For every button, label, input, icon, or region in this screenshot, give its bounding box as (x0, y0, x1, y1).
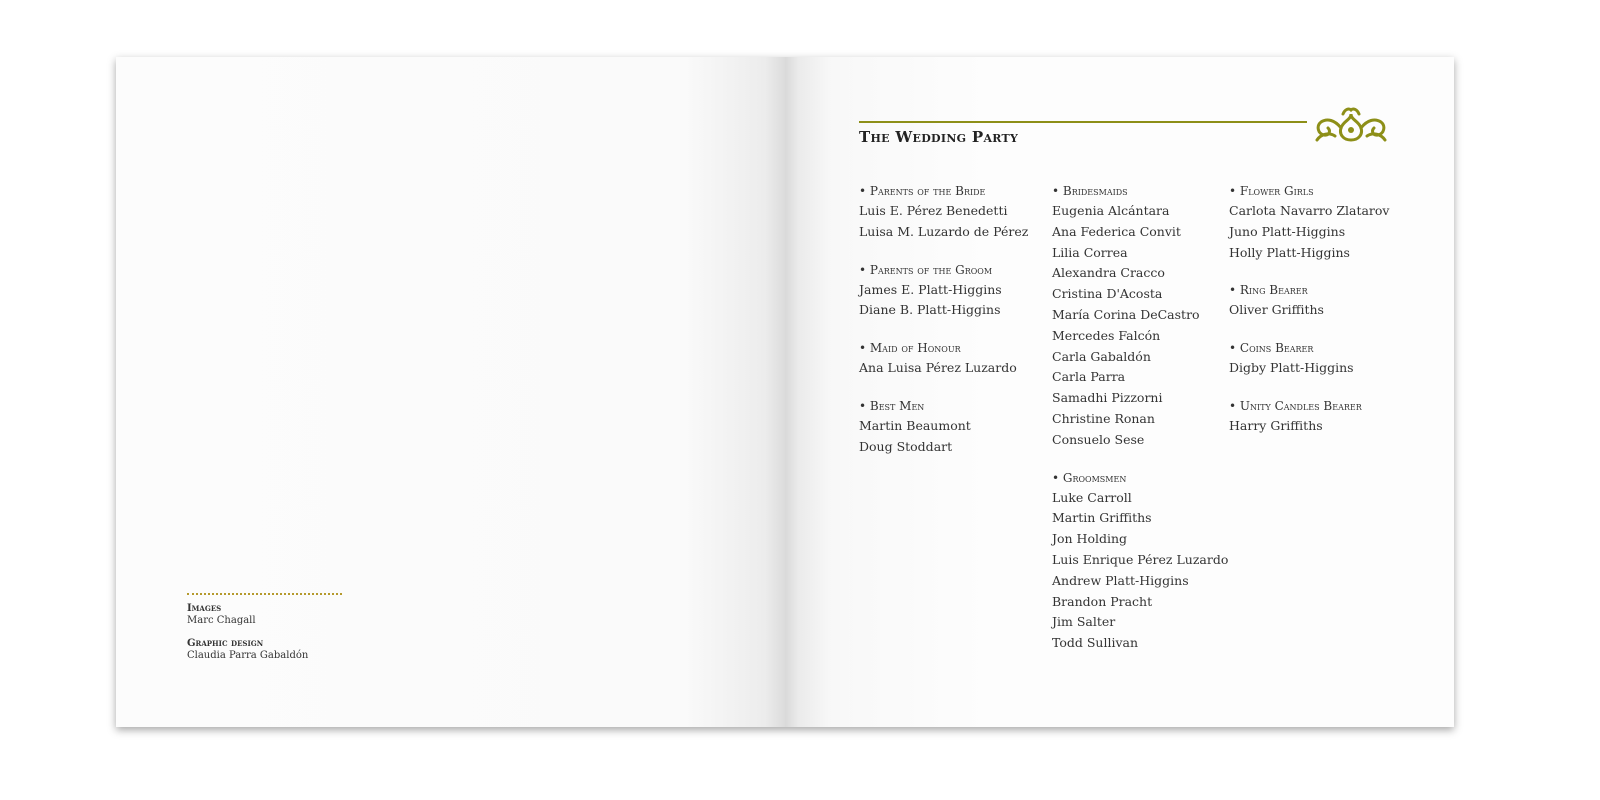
name: Diane B. Platt-Higgins (859, 302, 1001, 318)
section-title: • Flower Girls (1229, 184, 1314, 198)
name: Holly Platt-Higgins (1229, 244, 1350, 260)
name: Martin Griffiths (1052, 510, 1152, 526)
name: Doug Stoddart (859, 438, 953, 454)
column-3 (1229, 182, 1390, 455)
credit-images (187, 603, 347, 627)
section-groomsmen (1052, 469, 1228, 654)
section-flower-girls (1229, 182, 1390, 263)
section-title: • Bridesmaids (1052, 184, 1128, 198)
name: Todd Sullivan (1052, 635, 1139, 651)
booklet-spread (116, 57, 1454, 727)
section-parents-of-groom (859, 261, 1028, 322)
name: Ana Luisa Pérez Luzardo (859, 360, 1017, 376)
name: Luke Carroll (1052, 489, 1132, 505)
section-title: • Parents of the Groom (859, 262, 993, 277)
name: Carla Parra (1052, 369, 1126, 385)
section-ring-bearer (1229, 281, 1390, 321)
title-row (859, 107, 1389, 147)
section-parents-of-bride (859, 182, 1028, 243)
name: Juno Platt-Higgins (1229, 223, 1346, 239)
name: Brandon Pracht (1052, 593, 1153, 609)
left-page (116, 57, 785, 727)
name: Martin Beaumont (859, 417, 971, 433)
name: Samadhi Pizzorni (1052, 390, 1163, 406)
name: Cristina D'Acosta (1052, 286, 1163, 302)
name: Andrew Platt-Higgins (1052, 572, 1189, 588)
column-1 (859, 182, 1028, 476)
name: Oliver Griffiths (1229, 302, 1324, 318)
name: Digby Platt-Higgins (1229, 360, 1354, 376)
credit-heading: Graphic design (187, 638, 264, 649)
credits-block (187, 593, 347, 673)
right-page (785, 57, 1454, 727)
name: Carlota Navarro Zlatarov (1229, 203, 1390, 218)
name: Luisa M. Luzardo de Pérez (859, 223, 1029, 239)
name: Lilia Correa (1052, 244, 1128, 260)
credit-heading: Images (187, 603, 222, 614)
credit-graphic-design (187, 638, 347, 662)
section-title: • Maid of Honour (859, 341, 961, 356)
name: Mercedes Falcón (1052, 327, 1161, 343)
name: Jon Holding (1052, 531, 1128, 547)
section-title: • Coins Bearer (1229, 341, 1314, 356)
section-title: • Parents of the Bride (859, 184, 986, 198)
page-title: The Wedding Party (859, 128, 1019, 146)
column-2 (1052, 182, 1228, 672)
section-title: • Unity Candles Bearer (1229, 398, 1362, 413)
name: Harry Griffiths (1229, 417, 1323, 433)
name: Carla Gabaldón (1052, 348, 1151, 364)
section-title: • Groomsmen (1052, 470, 1127, 485)
section-title: • Best Men (859, 398, 925, 413)
name: Christine Ronan (1052, 410, 1155, 426)
section-unity-candles-bearer (1229, 397, 1390, 437)
name: Jim Salter (1052, 614, 1116, 630)
name: James E. Platt-Higgins (859, 281, 1002, 297)
name: Alexandra Cracco (1052, 265, 1165, 281)
dotted-divider (187, 593, 342, 595)
section-bridesmaids (1052, 182, 1228, 451)
section-coins-bearer (1229, 339, 1390, 379)
name: Luis E. Pérez Benedetti (859, 203, 1008, 218)
name: Consuelo Sese (1052, 431, 1145, 447)
name: Luis Enrique Pérez Luzardo (1052, 551, 1229, 567)
name: Eugenia Alcántara (1052, 203, 1170, 218)
credit-value: Marc Chagall (187, 615, 256, 626)
section-title: • Ring Bearer (1229, 283, 1308, 298)
name: Ana Federica Convit (1052, 223, 1181, 239)
title-rule (859, 121, 1307, 123)
section-maid-of-honour (859, 339, 1028, 379)
section-best-men (859, 397, 1028, 458)
credit-value: Claudia Parra Gabaldón (187, 650, 309, 661)
name: María Corina DeCastro (1052, 306, 1200, 322)
ornament-icon (1313, 106, 1389, 143)
